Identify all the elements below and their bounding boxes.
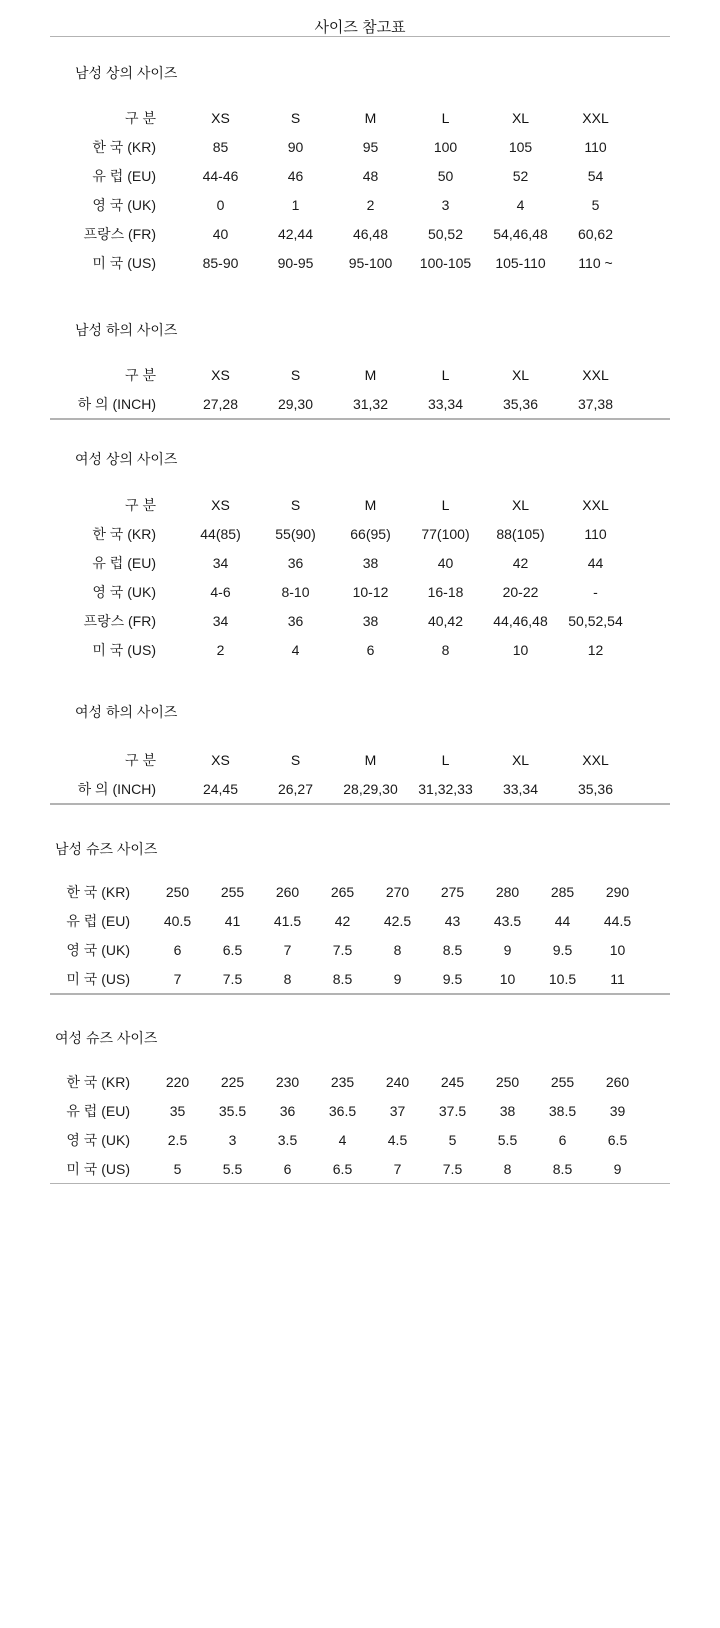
- size-value-cell: 43: [444, 912, 461, 929]
- size-value-cell: 6.5: [607, 1131, 628, 1148]
- size-value-cell: 10: [499, 970, 516, 987]
- size-value-cell: 35: [169, 1102, 186, 1119]
- column-header-size: XXL: [582, 109, 609, 126]
- size-value-cell: 5.5: [497, 1131, 518, 1148]
- size-value-cell: 55(90): [275, 525, 316, 542]
- size-value-cell: 7: [393, 1160, 402, 1177]
- column-header-size: S: [290, 751, 301, 768]
- size-value-cell: 54,46,48: [493, 225, 548, 242]
- size-value-cell: 85-90: [202, 254, 239, 271]
- row-label: 영 국 (UK): [92, 196, 156, 213]
- column-header-size: XS: [211, 109, 230, 126]
- size-value-cell: 6: [283, 1160, 292, 1177]
- table-row: [50, 1125, 720, 1154]
- column-header-size: L: [441, 751, 450, 768]
- section-title-mens-top: 남성 상의 사이즈: [75, 65, 178, 81]
- size-value-cell: 42,44: [277, 225, 314, 242]
- column-header-size: XS: [211, 366, 230, 383]
- size-value-cell: 44,46,48: [493, 612, 548, 629]
- size-value-cell: 42: [512, 554, 529, 571]
- size-value-cell: 4-6: [210, 583, 231, 600]
- mens-bottom-size-table: [50, 360, 720, 418]
- column-header-size: L: [441, 109, 450, 126]
- size-value-cell: 6: [558, 1131, 567, 1148]
- divider-before-womens-shoes: [50, 994, 670, 995]
- size-value-cell: 37.5: [438, 1102, 467, 1119]
- size-value-cell: 1: [291, 196, 300, 213]
- size-value-cell: 44-46: [202, 167, 239, 184]
- size-value-cell: 77(100): [421, 525, 470, 542]
- size-value-cell: 12: [587, 641, 604, 658]
- table-row: [50, 774, 720, 803]
- size-value-cell: 9.5: [442, 970, 463, 987]
- table-header-row: [50, 360, 720, 389]
- column-header-size: XL: [511, 751, 530, 768]
- size-value-cell: 235: [330, 1073, 355, 1090]
- size-value-cell: 38: [499, 1102, 516, 1119]
- size-value-cell: 38.5: [548, 1102, 577, 1119]
- size-value-cell: 95: [362, 138, 379, 155]
- table-row: [50, 1067, 720, 1096]
- size-value-cell: 0: [216, 196, 225, 213]
- size-value-cell: 7.5: [442, 1160, 463, 1177]
- row-label: 한 국 (KR): [66, 883, 130, 900]
- column-header-size: XL: [511, 109, 530, 126]
- size-value-cell: 7: [173, 970, 182, 987]
- size-value-cell: 85: [212, 138, 229, 155]
- size-value-cell: 220: [165, 1073, 190, 1090]
- size-value-cell: 6.5: [332, 1160, 353, 1177]
- size-value-cell: 38: [362, 612, 379, 629]
- size-value-cell: 110: [584, 138, 607, 155]
- section-title-womens-top: 여성 상의 사이즈: [75, 451, 178, 467]
- table-row: [50, 935, 720, 964]
- size-value-cell: 9: [613, 1160, 622, 1177]
- size-value-cell: 8: [283, 970, 292, 987]
- row-label: 미 국 (US): [92, 641, 156, 658]
- size-value-cell: 52: [512, 167, 529, 184]
- size-value-cell: 230: [275, 1073, 300, 1090]
- row-label: 유 럽 (EU): [92, 167, 156, 184]
- column-header-size: L: [441, 496, 450, 513]
- size-value-cell: 8: [441, 641, 450, 658]
- size-value-cell: 5: [448, 1131, 457, 1148]
- size-value-cell: 255: [550, 1073, 575, 1090]
- size-value-cell: 7: [283, 941, 292, 958]
- size-value-cell: 50,52: [427, 225, 464, 242]
- size-value-cell: 5.5: [222, 1160, 243, 1177]
- size-value-cell: 90-95: [277, 254, 314, 271]
- size-value-cell: 3: [441, 196, 450, 213]
- table-row: [50, 219, 720, 248]
- size-value-cell: 8.5: [552, 1160, 573, 1177]
- size-value-cell: 27,28: [202, 395, 239, 412]
- size-value-cell: 34: [212, 554, 229, 571]
- size-value-cell: 37: [389, 1102, 406, 1119]
- table-row: [50, 1096, 720, 1125]
- size-value-cell: 46: [287, 167, 304, 184]
- column-header-size: M: [364, 496, 377, 513]
- size-value-cell: 10: [512, 641, 529, 658]
- column-header-label: 구 분: [125, 109, 156, 126]
- size-value-cell: 100-105: [419, 254, 472, 271]
- column-header-label: 구 분: [125, 366, 156, 383]
- size-value-cell: 4: [338, 1131, 347, 1148]
- row-label: 프랑스 (FR): [83, 612, 156, 629]
- size-value-cell: 46,48: [352, 225, 389, 242]
- size-value-cell: 6.5: [222, 941, 243, 958]
- row-label: 하 의 (INCH): [77, 780, 156, 797]
- row-label: 영 국 (UK): [66, 941, 130, 958]
- size-value-cell: -: [593, 583, 598, 600]
- size-value-cell: 290: [605, 883, 630, 900]
- size-value-cell: 3: [228, 1131, 237, 1148]
- size-value-cell: 285: [550, 883, 575, 900]
- column-header-size: XS: [211, 751, 230, 768]
- size-value-cell: 110 ~: [578, 254, 613, 271]
- column-header-size: M: [364, 366, 377, 383]
- row-label: 유 럽 (EU): [92, 554, 156, 571]
- table-header-row: [50, 745, 720, 774]
- womens-bottom-size-table: [50, 745, 720, 803]
- size-value-cell: 280: [495, 883, 520, 900]
- size-value-cell: 9.5: [552, 941, 573, 958]
- size-value-cell: 8.5: [332, 970, 353, 987]
- size-value-cell: 275: [440, 883, 465, 900]
- table-header-row: [50, 103, 720, 132]
- size-value-cell: 37,38: [577, 395, 614, 412]
- table-row: [50, 161, 720, 190]
- column-header-size: S: [290, 109, 301, 126]
- table-row: [50, 606, 720, 635]
- size-value-cell: 90: [287, 138, 304, 155]
- row-label: 미 국 (US): [66, 970, 130, 987]
- divider-bottom: [50, 1183, 670, 1184]
- size-value-cell: 54: [587, 167, 604, 184]
- size-value-cell: 33,34: [502, 780, 539, 797]
- column-header-size: M: [364, 751, 377, 768]
- size-value-cell: 48: [362, 167, 379, 184]
- table-row: [50, 635, 720, 664]
- table-row: [50, 1154, 720, 1183]
- divider-before-mens-shoes: [50, 804, 670, 805]
- column-header-size: XL: [511, 366, 530, 383]
- size-value-cell: 4.5: [387, 1131, 408, 1148]
- column-header-size: L: [441, 366, 450, 383]
- size-value-cell: 16-18: [427, 583, 464, 600]
- table-row: [50, 132, 720, 161]
- table-header-row: [50, 490, 720, 519]
- size-value-cell: 26,27: [277, 780, 314, 797]
- size-value-cell: 8: [393, 941, 402, 958]
- page-title: 사이즈 참고표: [314, 19, 406, 36]
- size-value-cell: 8-10: [281, 583, 310, 600]
- column-header-size: XXL: [582, 496, 609, 513]
- size-value-cell: 31,32,33: [418, 780, 473, 797]
- size-value-cell: 95-100: [348, 254, 393, 271]
- size-value-cell: 5: [591, 196, 600, 213]
- column-header-label: 구 분: [125, 751, 156, 768]
- size-value-cell: 9: [393, 970, 402, 987]
- row-label: 유 럽 (EU): [66, 912, 130, 929]
- size-value-cell: 44: [554, 912, 571, 929]
- size-value-cell: 10-12: [352, 583, 389, 600]
- column-header-size: XXL: [582, 366, 609, 383]
- column-header-size: M: [364, 109, 377, 126]
- size-value-cell: 105-110: [495, 254, 546, 271]
- size-value-cell: 44: [587, 554, 604, 571]
- size-value-cell: 50: [437, 167, 454, 184]
- size-value-cell: 225: [220, 1073, 245, 1090]
- size-value-cell: 100: [433, 138, 458, 155]
- size-value-cell: 88(105): [496, 525, 545, 542]
- size-value-cell: 36: [279, 1102, 296, 1119]
- womens-shoes-size-table: [50, 1067, 720, 1183]
- womens-top-size-table: [50, 490, 720, 664]
- table-row: [50, 548, 720, 577]
- size-value-cell: 24,45: [202, 780, 239, 797]
- size-value-cell: 36: [287, 612, 304, 629]
- size-value-cell: 11: [610, 970, 625, 987]
- size-value-cell: 60,62: [577, 225, 614, 242]
- size-value-cell: 2: [366, 196, 375, 213]
- column-header-size: S: [290, 366, 301, 383]
- divider-before-womens-clothing: [50, 419, 670, 420]
- size-value-cell: 40.5: [163, 912, 192, 929]
- table-row: [50, 519, 720, 548]
- size-value-cell: 265: [330, 883, 355, 900]
- size-value-cell: 40: [212, 225, 229, 242]
- size-value-cell: 29,30: [277, 395, 314, 412]
- row-label: 영 국 (UK): [92, 583, 156, 600]
- size-value-cell: 6: [173, 941, 182, 958]
- size-value-cell: 44(85): [200, 525, 241, 542]
- size-value-cell: 9: [503, 941, 512, 958]
- size-value-cell: 245: [440, 1073, 465, 1090]
- size-value-cell: 41: [224, 912, 241, 929]
- size-value-cell: 40,42: [427, 612, 464, 629]
- column-header-label: 구 분: [125, 496, 156, 513]
- table-row: [50, 577, 720, 606]
- size-value-cell: 66(95): [350, 525, 391, 542]
- size-value-cell: 4: [516, 196, 525, 213]
- size-value-cell: 10: [609, 941, 626, 958]
- size-value-cell: 36: [287, 554, 304, 571]
- size-value-cell: 35,36: [577, 780, 614, 797]
- row-label: 한 국 (KR): [92, 525, 156, 542]
- table-row: [50, 248, 720, 277]
- row-label: 유 럽 (EU): [66, 1102, 130, 1119]
- size-value-cell: 250: [165, 883, 190, 900]
- row-label: 프랑스 (FR): [83, 225, 156, 242]
- size-value-cell: 44.5: [603, 912, 632, 929]
- row-label: 미 국 (US): [66, 1160, 130, 1177]
- size-value-cell: 42.5: [383, 912, 412, 929]
- size-value-cell: 28,29,30: [343, 780, 398, 797]
- size-value-cell: 110: [584, 525, 607, 542]
- size-value-cell: 10.5: [548, 970, 577, 987]
- row-label: 영 국 (UK): [66, 1131, 130, 1148]
- column-header-size: S: [290, 496, 301, 513]
- size-value-cell: 105: [508, 138, 533, 155]
- section-title-womens-shoes: 여성 슈즈 사이즈: [55, 1030, 158, 1046]
- size-value-cell: 2: [216, 641, 225, 658]
- size-value-cell: 240: [385, 1073, 410, 1090]
- size-value-cell: 270: [385, 883, 410, 900]
- table-row: [50, 190, 720, 219]
- size-value-cell: 40: [437, 554, 454, 571]
- size-value-cell: 5: [173, 1160, 182, 1177]
- size-value-cell: 2.5: [167, 1131, 188, 1148]
- size-value-cell: 3.5: [277, 1131, 298, 1148]
- size-value-cell: 7.5: [222, 970, 243, 987]
- row-label: 한 국 (KR): [66, 1073, 130, 1090]
- size-value-cell: 39: [609, 1102, 626, 1119]
- row-label: 한 국 (KR): [92, 138, 156, 155]
- size-value-cell: 38: [362, 554, 379, 571]
- mens-top-size-table: [50, 103, 720, 277]
- size-value-cell: 7.5: [332, 941, 353, 958]
- size-value-cell: 20-22: [502, 583, 539, 600]
- size-value-cell: 255: [220, 883, 245, 900]
- size-value-cell: 41.5: [273, 912, 302, 929]
- column-header-size: XXL: [582, 751, 609, 768]
- size-value-cell: 33,34: [427, 395, 464, 412]
- size-value-cell: 43.5: [493, 912, 522, 929]
- size-value-cell: 50,52,54: [568, 612, 623, 629]
- size-value-cell: 260: [605, 1073, 630, 1090]
- table-row: [50, 906, 720, 935]
- size-value-cell: 4: [291, 641, 300, 658]
- size-value-cell: 42: [334, 912, 351, 929]
- size-value-cell: 8: [503, 1160, 512, 1177]
- section-title-mens-shoes: 남성 슈즈 사이즈: [55, 841, 158, 857]
- table-row: [50, 389, 720, 418]
- mens-shoes-size-table: [50, 877, 720, 993]
- size-value-cell: 260: [275, 883, 300, 900]
- size-value-cell: 34: [212, 612, 229, 629]
- row-label: 미 국 (US): [92, 254, 156, 271]
- section-title-womens-bottom: 여성 하의 사이즈: [75, 704, 178, 720]
- column-header-size: XL: [511, 496, 530, 513]
- size-value-cell: 8.5: [442, 941, 463, 958]
- size-value-cell: 35,36: [502, 395, 539, 412]
- row-label: 하 의 (INCH): [77, 395, 156, 412]
- size-value-cell: 250: [495, 1073, 520, 1090]
- section-title-mens-bottom: 남성 하의 사이즈: [75, 322, 178, 338]
- size-value-cell: 6: [366, 641, 375, 658]
- table-row: [50, 964, 720, 993]
- size-value-cell: 31,32: [352, 395, 389, 412]
- size-value-cell: 35.5: [218, 1102, 247, 1119]
- size-value-cell: 36.5: [328, 1102, 357, 1119]
- column-header-size: XS: [211, 496, 230, 513]
- table-row: [50, 877, 720, 906]
